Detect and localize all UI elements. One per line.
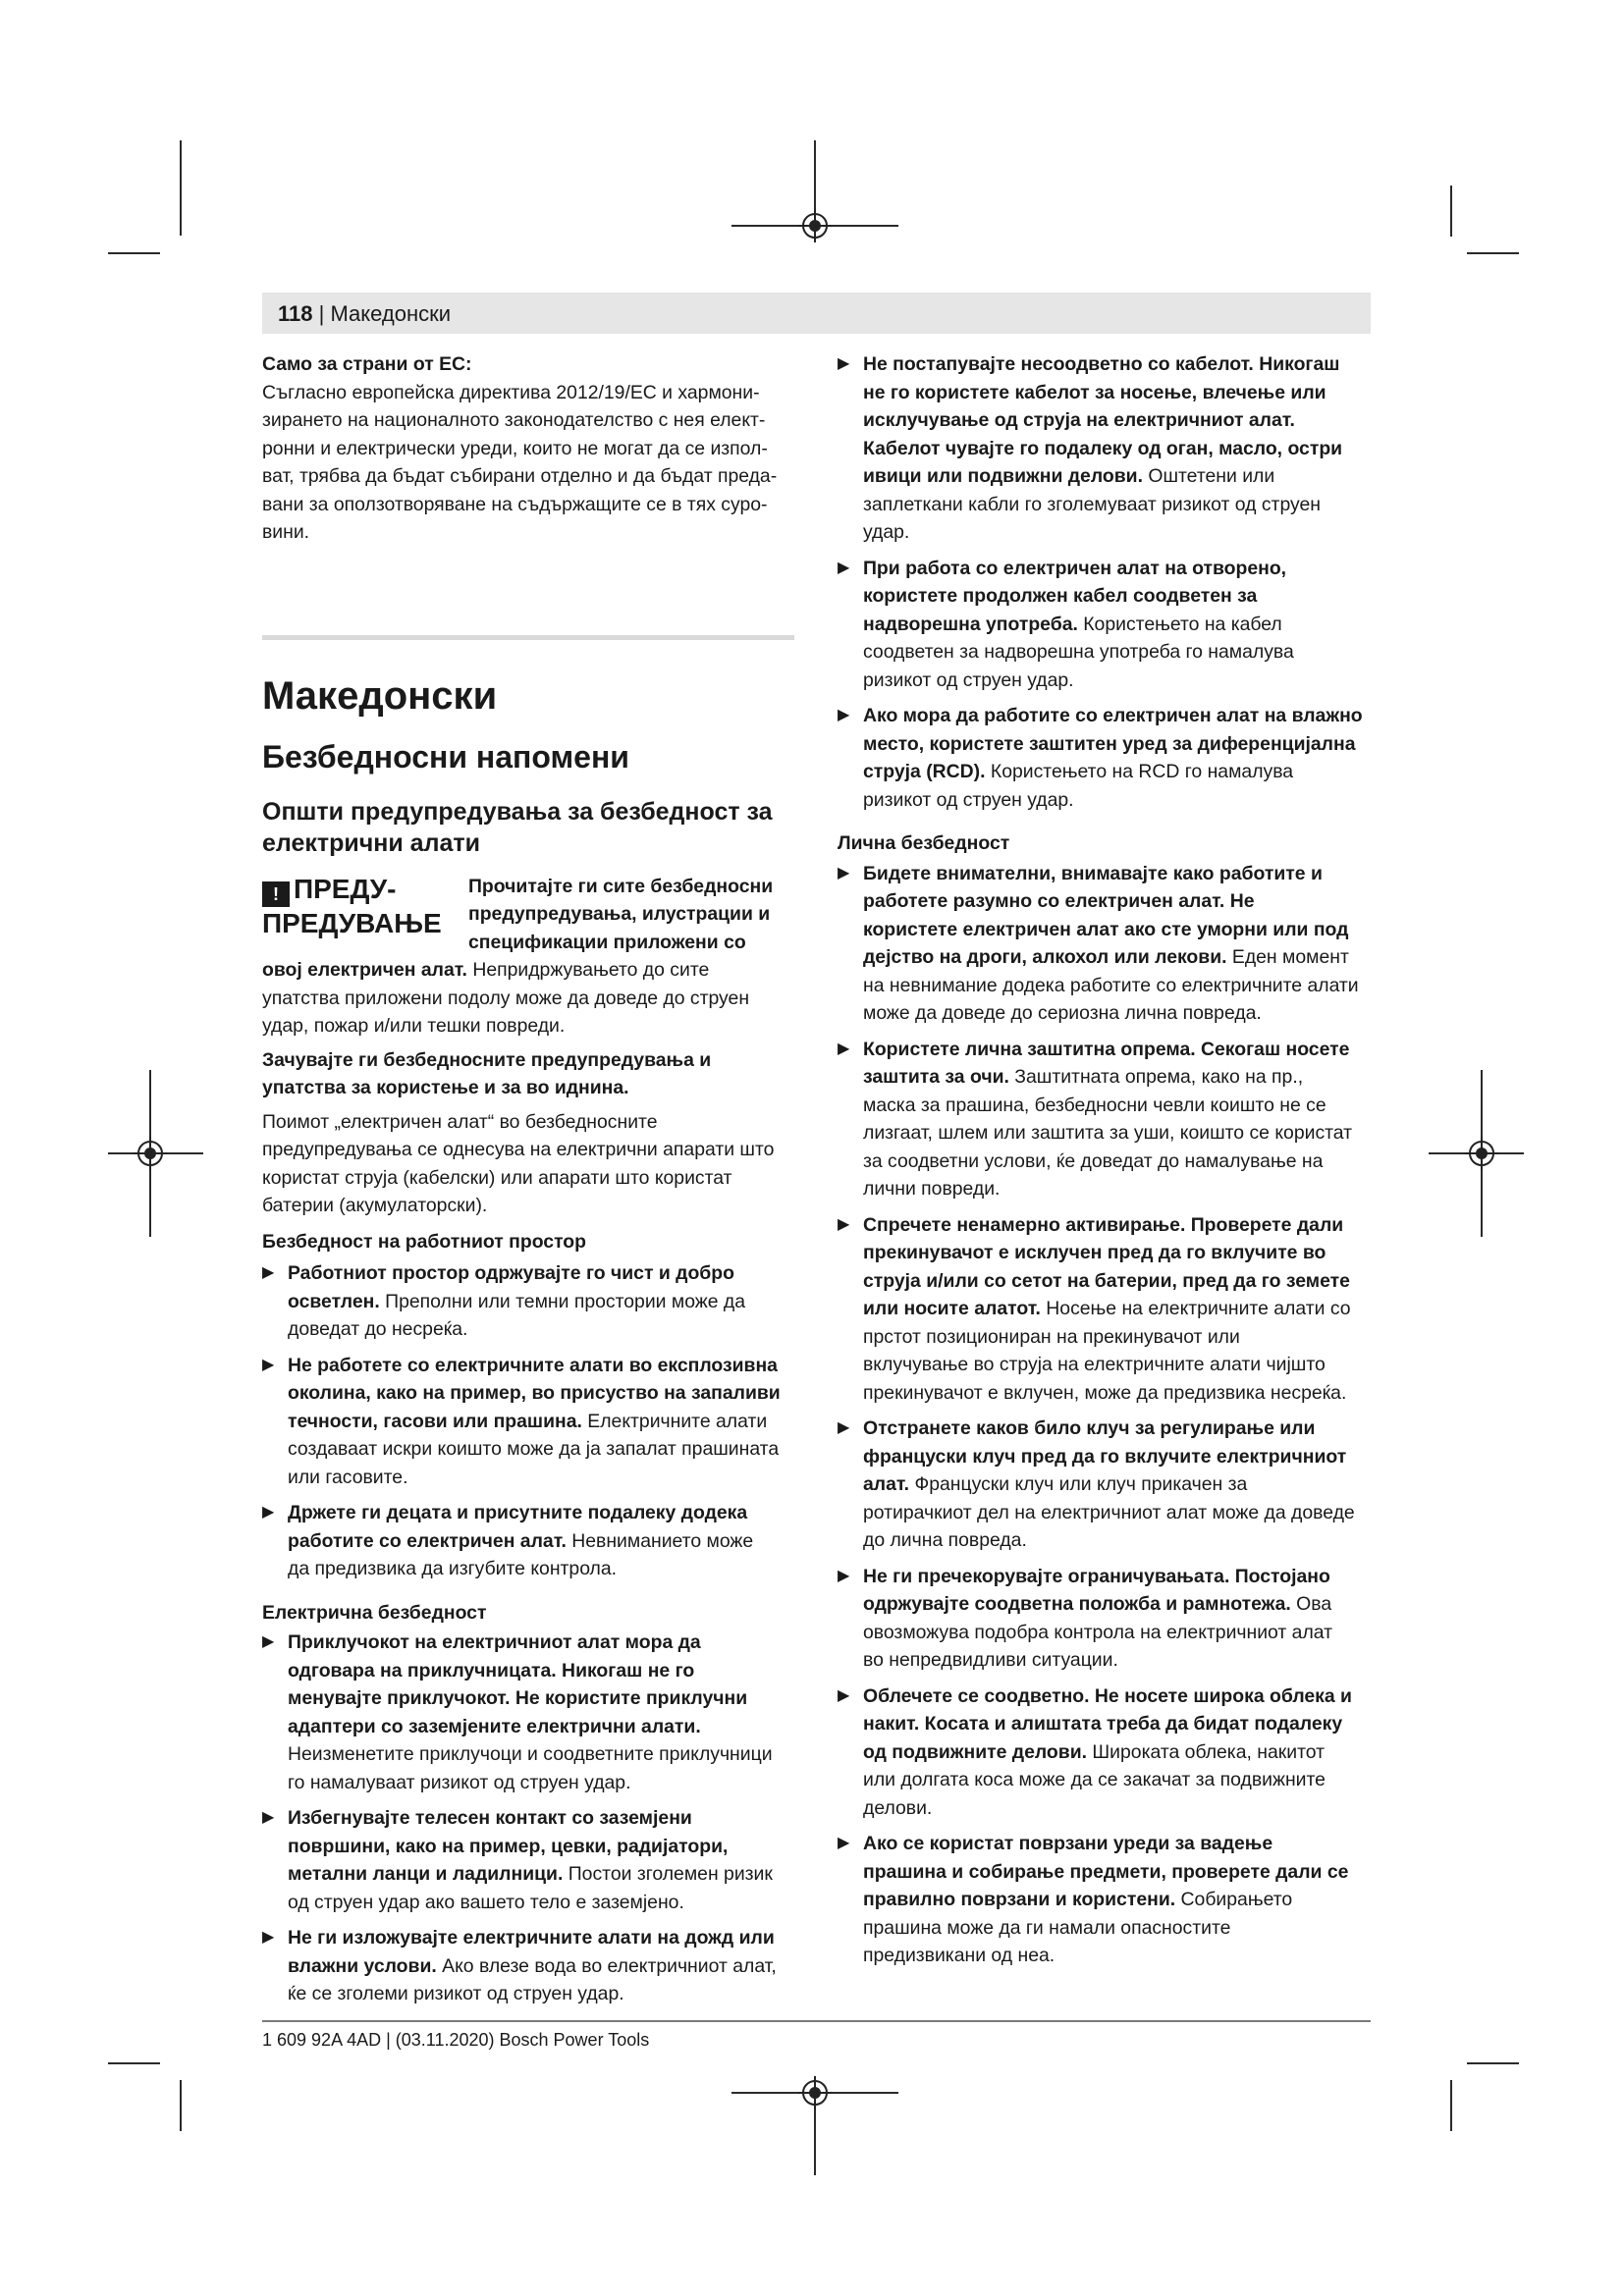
personal-safety-heading: Лична безбедност: [838, 832, 1010, 854]
text-line: делови.: [863, 1796, 933, 1819]
registration-mark-icon: [798, 209, 832, 242]
text-line: Не работете со електричните алати во експлозивна: [288, 1354, 778, 1376]
text-line: го намалуваат ризикот од струен удар.: [288, 1771, 631, 1793]
text-line: прекинувачот е исклучен пред да го вклучите во: [863, 1242, 1326, 1263]
bullet-arrow-icon: ▶: [838, 559, 850, 576]
text-line: вани за оползотворяване на съдържащите се в тях суро-: [262, 493, 768, 515]
text-line: исклучување од струја на електричниот алат.: [863, 409, 1295, 431]
text-line: околина, како на пример, во присуство на запаливи: [288, 1382, 781, 1404]
warning-block: [262, 873, 792, 1041]
list-item: [838, 1682, 1387, 1823]
text-line: Ако се користат поврзани уреди за вадење: [863, 1833, 1273, 1854]
text-line: батерии (акумулаторски).: [262, 1195, 488, 1216]
bullet-arrow-icon: ▶: [262, 1929, 275, 1946]
text-line: не го користете кабелот за носење, влечење или: [863, 381, 1326, 403]
crop-mark: [1450, 2080, 1452, 2131]
text-line: ќе се зголеми ризикот од струен удар.: [288, 1983, 624, 2004]
bullet-arrow-icon: ▶: [262, 1264, 275, 1281]
warning-body: [262, 985, 792, 1041]
text-line: користат струја (кабелски) или апарати што користат: [262, 1166, 732, 1189]
text-line: или гасовите.: [288, 1466, 408, 1488]
text-line: одговара на приклучницата. Никогаш не го: [288, 1659, 695, 1682]
text-line: влажни услови. Ако влезе вода во електричниот алат,: [288, 1954, 777, 1977]
registration-mark-icon: [134, 1137, 167, 1170]
text-line: удар, пожар и/или тешки повреди.: [262, 1015, 566, 1037]
text-line: овозможува подобра контрола на електричниот алат: [863, 1621, 1333, 1643]
text-line: ризикот од струен удар.: [863, 668, 1074, 691]
list-item: [838, 1036, 1387, 1203]
text-line: доведат до несреќа.: [288, 1318, 468, 1340]
list-item: [262, 1629, 792, 1796]
bullet-arrow-icon: ▶: [262, 1356, 275, 1373]
text-line: удар.: [863, 521, 910, 543]
registration-mark-icon: [1465, 1137, 1498, 1170]
bullet-arrow-icon: ▶: [262, 1809, 275, 1826]
personal-safety-list: [838, 860, 1387, 1970]
crop-mark: [180, 140, 182, 236]
list-item: [262, 1804, 792, 1916]
text-line: вклучување во струја на електричните алати чијшто: [863, 1354, 1326, 1375]
text-line: француски клуч пред да го вклучите електричниот: [863, 1445, 1347, 1468]
cable-safety-list: [838, 350, 1387, 814]
text-line: заштита за очи. Заштитната опрема, како на пр.,: [863, 1066, 1304, 1088]
text-line: користете електричен алат ако сте уморни или под: [863, 918, 1349, 940]
text-line: прашина и собирање предмети, проверете дали се: [863, 1860, 1349, 1883]
text-line: осветлен. Преполни или темни простории може да: [288, 1290, 746, 1312]
text-line: Ако мора да работите со електричен алат на влажно: [863, 705, 1363, 726]
text-line: Држете ги децата и присутните подалеку додека: [288, 1502, 748, 1523]
text-line: лизгаат, шлем или заштита за уши, коишто се користат: [863, 1122, 1353, 1144]
text-line: Не ги пречекорувајте ограничувањата. Постојано: [863, 1565, 1330, 1587]
text-line: или носите алатот. Носење на електричните алати со: [863, 1298, 1351, 1319]
page-header: [278, 300, 451, 328]
page-number: 118: [278, 301, 313, 326]
text-line: прашина може да ги намали опасностите: [863, 1916, 1231, 1939]
text-line: до лична повреда.: [863, 1529, 1027, 1551]
crop-mark: [1467, 2062, 1519, 2064]
text-line: ивици или подвижни делови. Оштетени или: [863, 465, 1275, 487]
text-line: Зачувајте ги безбедносните предупредувања и: [262, 1048, 712, 1071]
list-item: [838, 1563, 1387, 1675]
warning-continuation: овој електричен алат. Непридржувањето до сите: [262, 959, 710, 981]
text-line: од подвижните делови. Широката облека, накитот: [863, 1740, 1325, 1763]
text-line: предупредувања се однесува на електрични апарати што: [262, 1139, 775, 1160]
general-warnings-title: [262, 796, 792, 859]
text-line: дејство на дроги, алкохол или лекови. Еден момент: [863, 946, 1349, 968]
text-line: ризикот од струен удар.: [863, 788, 1074, 811]
text-line: упатства за користење и за во иднина.: [262, 1077, 629, 1098]
text-line: соодветен за надворешна употреба го намалува: [863, 641, 1294, 663]
footer-rule: [262, 2020, 1371, 2022]
list-item: [838, 1830, 1387, 1970]
text-line: Избегнувајте телесен контакт со заземјени: [288, 1807, 692, 1829]
bullet-arrow-icon: ▶: [838, 1419, 850, 1436]
text-line: Неизменетите приклучоци и соодветните приклучници: [288, 1743, 773, 1765]
text-line: ронни и електрически уреди, които не могат да се изпол-: [262, 437, 768, 459]
bullet-arrow-icon: ▶: [838, 1567, 850, 1584]
text-line: течности, гасови или прашина. Електричните алати: [288, 1410, 768, 1432]
list-item: [838, 1211, 1387, 1408]
warning-label: ! ПРЕДУ- ПРЕДУВАЊЕ: [262, 873, 442, 938]
text-line: Општи предупредувања за безбедност за: [262, 797, 773, 826]
list-item: [838, 555, 1387, 695]
electrical-list: [262, 1629, 792, 2008]
bullet-arrow-icon: ▶: [838, 1040, 850, 1057]
text-line: упатства приложени подолу може да доведе до струен: [262, 987, 750, 1009]
text-line: во непредвидливи ситуации.: [863, 1649, 1118, 1671]
text-line: зирането на националното законодателство с нея елект-: [262, 409, 766, 431]
bullet-arrow-icon: ▶: [838, 707, 850, 723]
text-line: ват, трябва да бъдат събирани отделно и да бъдат преда-: [262, 465, 778, 487]
bullet-arrow-icon: ▶: [262, 1633, 275, 1650]
text-line: одржувајте соодветна положба и рамнотежа. Ова: [863, 1593, 1332, 1615]
right-column: [838, 350, 1387, 1978]
text-line: Прочитајте ги сите безбедносни: [468, 875, 774, 897]
text-line: создаваат искри коишто може да ја запалат прашината: [288, 1438, 780, 1460]
text-line: струја и/или со сетот на батерии, пред да го земете: [863, 1269, 1350, 1292]
text-line: за соодветни услови, ќе доведат до намалување на: [863, 1149, 1324, 1172]
text-line: Не ги изложувајте електричните алати на дожд или: [288, 1927, 775, 1949]
text-line: ротирачкиот дел на електричниот алат може да доведе: [863, 1501, 1355, 1523]
electrical-heading: Електрична безбедност: [262, 1601, 487, 1624]
text-line: При работа со електричен алат на отворено,: [863, 557, 1287, 579]
bullet-arrow-icon: ▶: [838, 355, 850, 372]
eu-notice-heading: Само за страни от ЕС:: [262, 353, 472, 375]
text-line: Поимот „електричен алат“ во безбедносните: [262, 1110, 658, 1133]
text-line: на невнимание додека работите со електричните алати: [863, 974, 1359, 996]
left-column: [262, 350, 792, 2016]
text-line: Бидете внимателни, внимавајте како работите и: [863, 862, 1323, 884]
text-line: Облечете се соодветно. Не носете широка облека и: [863, 1684, 1352, 1707]
bullet-arrow-icon: ▶: [262, 1504, 275, 1521]
crop-mark: [108, 2062, 160, 2064]
warning-triangle-icon: !: [262, 881, 290, 907]
work-area-heading: Безбедност на работниот простор: [262, 1230, 586, 1253]
registration-mark-icon: [798, 2076, 832, 2109]
text-line: алат. Француски клуч или клуч прикачен за: [863, 1473, 1248, 1495]
text-line: правилно поврзани и користени. Собирањето: [863, 1889, 1293, 1910]
text-line: Съгласно европейска директива 2012/19/ЕС и хармони-: [262, 381, 760, 403]
text-line: работете разумно со електричен алат. Не: [863, 890, 1255, 912]
text-line: Отстранете каков било клуч за регулирање или: [863, 1417, 1316, 1439]
text-line: вини.: [262, 521, 310, 543]
text-line: лични повреди.: [863, 1178, 1001, 1200]
warning-side-text: [468, 873, 787, 957]
crop-mark: [1467, 252, 1519, 254]
text-line: Работниот простор одржувајте го чист и добро: [288, 1262, 734, 1284]
crop-mark: [108, 252, 160, 254]
text-line: Користете лична заштитна опрема. Секогаш носете: [863, 1038, 1350, 1060]
bullet-arrow-icon: ▶: [838, 1215, 850, 1233]
text-line: работите со електричен алат. Невниманието може: [288, 1529, 754, 1552]
text-line: електрични алати: [262, 828, 480, 857]
header-language: Македонски: [330, 301, 452, 326]
text-line: прекинувачот е вклучен, може да предизвика несреќа.: [863, 1381, 1347, 1404]
list-item: [262, 1499, 792, 1583]
bullet-arrow-icon: ▶: [838, 1686, 850, 1704]
header-separator: |: [312, 301, 331, 326]
text-line: користете продолжен кабел соодветен за: [863, 585, 1258, 607]
crop-mark: [180, 2080, 182, 2131]
text-line: адаптери со заземјените електрични алати.: [288, 1715, 701, 1737]
list-item: [262, 1352, 792, 1492]
text-line: менувајте приклучокот. Не користите приклучни: [288, 1687, 748, 1709]
text-line: предупредувања, илустрации и: [468, 903, 771, 925]
text-line: место, користете заштитен уред за диференцијална: [863, 732, 1356, 755]
list-item: [838, 350, 1387, 547]
section-title: Македонски: [262, 673, 498, 718]
text-line: прстот позициониран на прекинувачот или: [863, 1325, 1240, 1348]
text-line: маска за прашина, безбедносни чевли коишто не се: [863, 1094, 1326, 1116]
text-line: струја (RCD). Користењето на RCD го намалува: [863, 761, 1294, 782]
list-item: [838, 860, 1387, 1028]
text-line: површини, како на пример, цевки, радијатори,: [288, 1835, 729, 1857]
eu-notice-body: [262, 379, 792, 547]
safety-title: Безбедносни напомени: [262, 738, 629, 774]
term-definition: [262, 1108, 792, 1220]
list-item: [838, 702, 1387, 814]
text-line: метални ланци и ладилници. Постои зголемен ризик: [288, 1863, 773, 1885]
keep-instructions: [262, 1046, 792, 1102]
list-item: [262, 1259, 792, 1344]
work-area-list: [262, 1259, 792, 1583]
text-line: да предизвика да изгубите контрола.: [288, 1558, 618, 1579]
text-line: предизвикани од неа.: [863, 1945, 1056, 1966]
crop-mark: [1450, 186, 1452, 237]
bullet-arrow-icon: ▶: [838, 864, 850, 881]
text-line: накит. Косата и алиштата треба да бидат подалеку: [863, 1713, 1343, 1735]
text-line: или долгата коса може да се закачат за подвижните: [863, 1769, 1326, 1790]
text-line: Приклучокот на електричниот алат мора да: [288, 1631, 701, 1653]
text-line: заплеткани кабли го зголемуваат ризикот од струен: [863, 493, 1321, 515]
text-line: Спречете ненамерно активирање. Проверете дали: [863, 1213, 1344, 1236]
text-line: Кабелот чувајте го подалеку од оган, масло, остри: [863, 437, 1343, 459]
text-line: од струен удар ако вашето тело е заземјено.: [288, 1891, 684, 1913]
text-line: може да доведе до сериозна лична повреда.: [863, 1002, 1262, 1024]
text-line: Не постапувајте несоодветно со кабелот. Никогаш: [863, 353, 1340, 375]
text-line: спецификации приложени со: [468, 931, 746, 953]
list-item: [262, 1924, 792, 2008]
text-line: надворешна употреба. Користењето на кабел: [863, 613, 1282, 635]
page-footer: 1 609 92A 4AD | (03.11.2020) Bosch Power Tools: [262, 2030, 650, 2050]
bullet-arrow-icon: ▶: [838, 1835, 850, 1851]
list-item: [838, 1415, 1387, 1555]
section-rule: [262, 635, 794, 640]
